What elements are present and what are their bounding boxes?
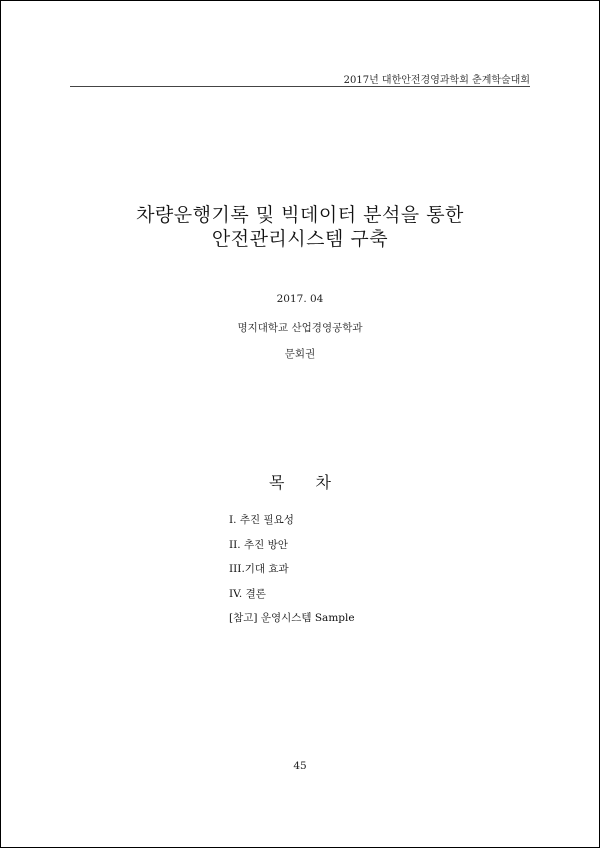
publication-date: 2017. 04 [276,293,324,305]
toc-item: [참고] 운영시스템 Sample [229,612,355,624]
toc-heading: 목 차 [269,473,331,492]
toc-item: II. 추진 방안 [229,538,288,551]
toc-item: IV. 결론 [229,587,266,600]
toc-item: III.기대 효과 [229,563,289,575]
running-header: 2017년 대한안전경영과학회 춘계학술대회 [343,75,530,86]
title-line-1: 차량운행기록 및 빅데이터 분석을 통한 [136,204,464,226]
paper-title [0,203,600,251]
header-rule [70,86,530,87]
table-of-contents [229,513,355,636]
author-affiliation: 명지대학교 산업경영공학과 [237,322,363,334]
page-number: 45 [293,760,307,772]
title-line-2: 안전관리시스템 구축 [211,228,389,250]
toc-item: I. 추진 필요성 [229,514,294,526]
author-name: 문회권 [284,348,316,360]
